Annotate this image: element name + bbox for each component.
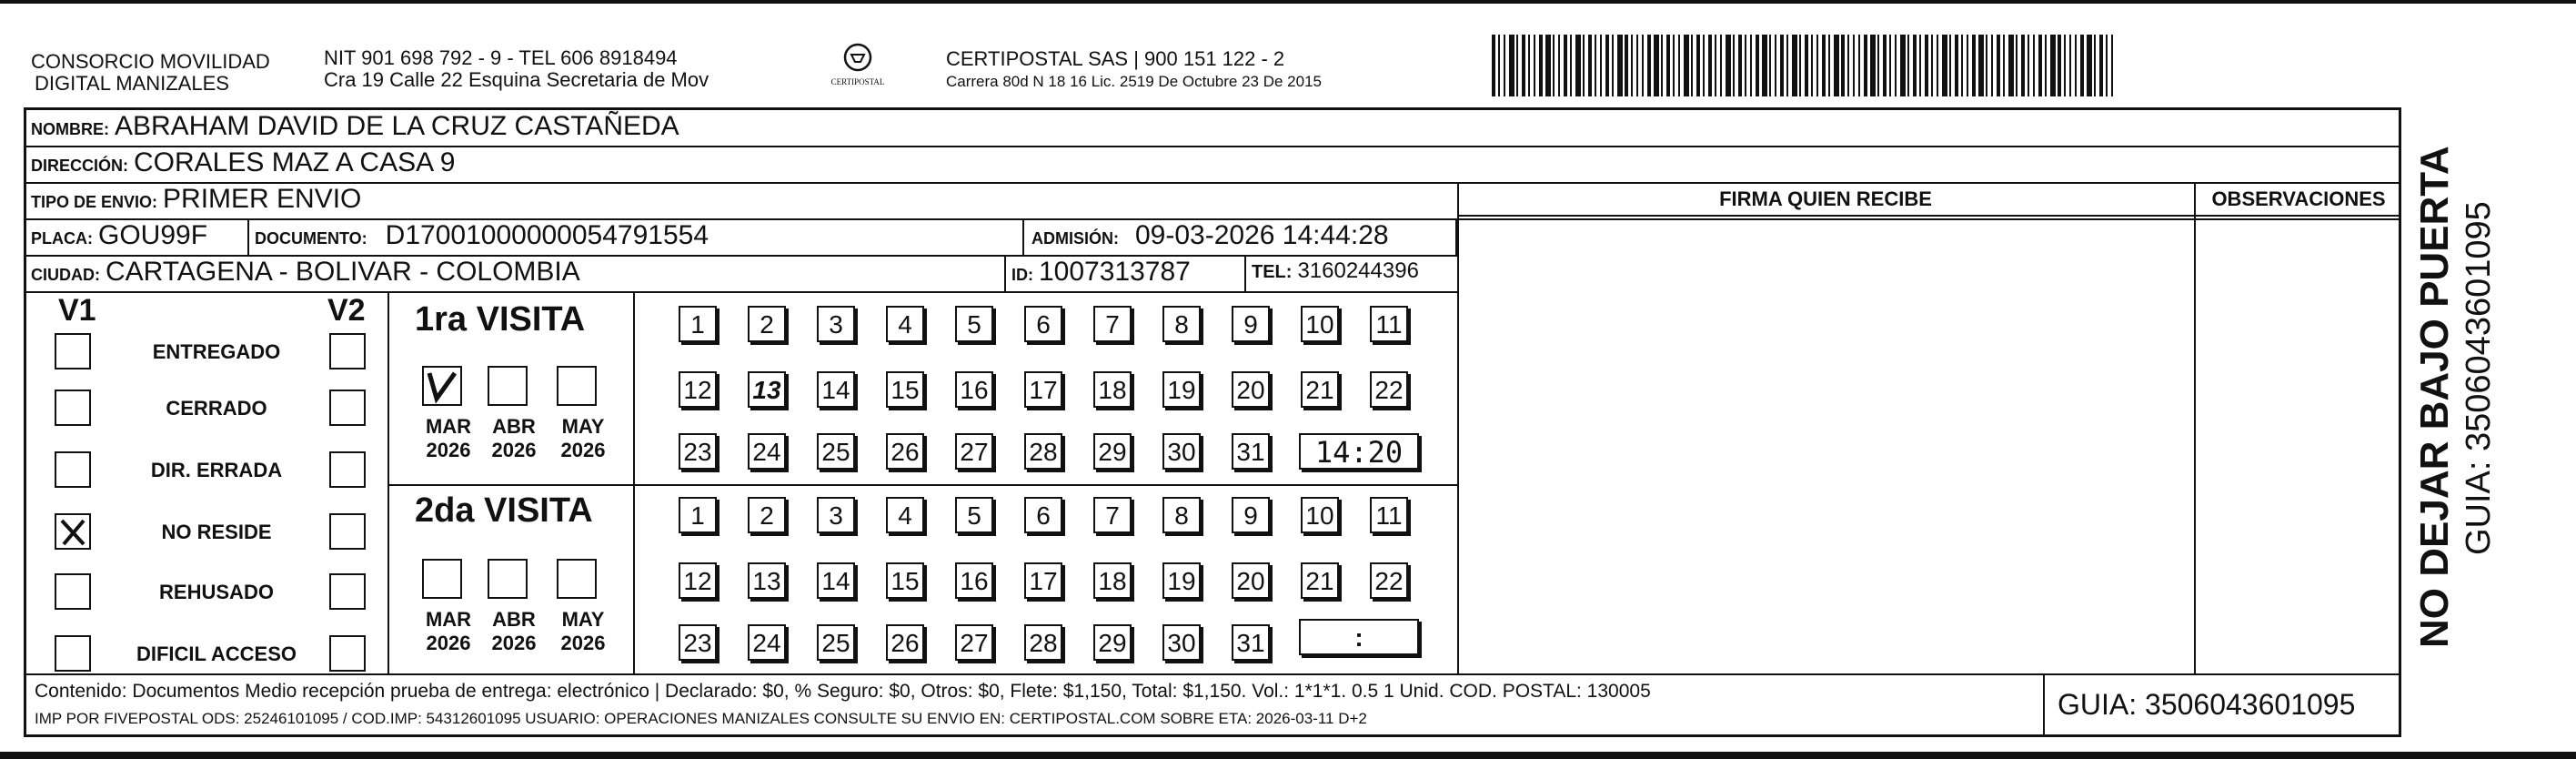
barcode-bar xyxy=(1631,35,1633,96)
barcode-bar xyxy=(1961,35,1963,96)
barcode-bar xyxy=(1691,35,1693,96)
barcode-bar xyxy=(2111,35,2113,96)
status-v1-checkbox[interactable] xyxy=(55,573,91,610)
barcode-bar xyxy=(2087,35,2092,96)
visit1-day-box[interactable]: 4 xyxy=(886,306,924,342)
barcode-bar xyxy=(2058,35,2061,96)
visit2-day-box[interactable]: 20 xyxy=(1232,562,1270,599)
barcode-bar xyxy=(1853,35,1855,96)
month-year: 2026 xyxy=(560,632,606,654)
barcode-bar xyxy=(1895,35,1897,96)
visit1-day-box[interactable]: 17 xyxy=(1024,371,1062,408)
barcode-bar xyxy=(1666,35,1670,96)
name-field xyxy=(31,111,679,142)
barcode-bar xyxy=(2016,35,2018,96)
barcode-bar xyxy=(1738,35,1742,96)
barcode-bar xyxy=(1889,35,1891,96)
visit1-month-checkbox[interactable] xyxy=(557,366,597,406)
visit1-day-box[interactable]: 22 xyxy=(1370,371,1408,408)
visit2-day-box[interactable]: 29 xyxy=(1093,624,1132,661)
visit1-day-box[interactable]: 13 xyxy=(748,371,786,408)
visit2-day-box[interactable]: 4 xyxy=(886,497,924,533)
visit1-day-box[interactable]: 5 xyxy=(955,306,993,342)
barcode-bar xyxy=(1575,35,1581,96)
visit1-day-box[interactable]: 20 xyxy=(1232,371,1270,408)
visit1-day-box[interactable]: 18 xyxy=(1093,371,1132,408)
barcode-bar xyxy=(1769,35,1771,96)
barcode-bar xyxy=(1733,35,1735,96)
plate-field xyxy=(31,220,207,251)
barcode-bar xyxy=(1617,35,1623,96)
visit2-time-box[interactable] xyxy=(1299,619,1419,655)
barcode-bar xyxy=(2045,35,2047,96)
visit2-month-checkbox[interactable] xyxy=(422,559,462,599)
barcode-bar xyxy=(1750,35,1752,96)
footer-guia: GUIA: 3506043601095 xyxy=(2058,688,2356,721)
visit2-day-box[interactable]: 27 xyxy=(955,624,993,661)
barcode-bar xyxy=(1564,35,1567,96)
visit1-day-box[interactable]: 7 xyxy=(1093,306,1132,342)
city-field xyxy=(31,257,580,288)
visit2-title: 2da VISITA xyxy=(415,491,593,530)
barcode-bar xyxy=(1726,35,1731,96)
status-label: CERRADO xyxy=(166,397,267,420)
status-label: REHUSADO xyxy=(159,581,274,603)
tel-label: TEL: xyxy=(1252,262,1293,282)
visit2-day-box[interactable]: 13 xyxy=(748,562,786,599)
barcode-bar xyxy=(1841,35,1845,96)
barcode-bar xyxy=(2003,35,2005,96)
company-name xyxy=(31,51,270,95)
nit-line-2: Cra 19 Calle 22 Esquina Secretaria de Mov xyxy=(324,68,709,91)
visit1-day-box[interactable]: 9 xyxy=(1232,306,1270,342)
visit2-day-box[interactable]: 25 xyxy=(817,624,855,661)
barcode-bar xyxy=(2080,35,2084,96)
barcode-bar xyxy=(1558,35,1560,96)
observations-area[interactable] xyxy=(2196,217,2400,672)
barcode-bar xyxy=(1539,35,1543,96)
carrier-info xyxy=(946,47,1322,91)
barcode-bar xyxy=(1708,35,1712,96)
barcode-bar xyxy=(1492,35,1495,96)
barcode-bar xyxy=(1877,35,1879,96)
barcode-bar xyxy=(1762,35,1767,96)
visit2-day-box[interactable]: 10 xyxy=(1301,497,1339,533)
barcode-bar xyxy=(2099,35,2103,96)
month-name: MAY xyxy=(561,415,605,438)
barcode-bar xyxy=(1612,35,1614,96)
barcode-bar xyxy=(1937,35,1938,96)
month-name: MAR xyxy=(425,415,472,438)
status-label: DIFICIL ACCESO xyxy=(136,643,297,665)
barcode-bar xyxy=(1600,35,1602,96)
barcode-bar xyxy=(1654,35,1659,96)
visit-divider xyxy=(633,291,635,673)
barcode-bar xyxy=(1720,35,1722,96)
id-label: ID: xyxy=(1011,266,1033,284)
visit2-day-box[interactable]: 7 xyxy=(1093,497,1132,533)
id-field xyxy=(1011,257,1191,288)
admission-value: 09-03-2026 14:44:28 xyxy=(1135,220,1389,250)
visit2-day-box[interactable]: 3 xyxy=(817,497,855,533)
status-label: DIR. ERRADA xyxy=(150,459,283,481)
status-label: ENTREGADO xyxy=(152,340,281,363)
visit1-day-box[interactable]: 28 xyxy=(1024,433,1062,470)
barcode-bar xyxy=(1661,35,1663,96)
v1-label: V1 xyxy=(58,293,96,328)
visit2-day-box[interactable]: 28 xyxy=(1024,624,1062,661)
top-edge-border xyxy=(0,0,2576,4)
barcode-bar xyxy=(1913,35,1917,96)
carrier-line-2: Carrera 80d N 18 16 Lic. 2519 De Octubre 23 De 2015 xyxy=(946,73,1322,90)
visit2-month-checkbox[interactable] xyxy=(557,559,597,599)
visit2-day-box[interactable]: 30 xyxy=(1162,624,1201,661)
company-line-1: CONSORCIO MOVILIDAD xyxy=(31,50,270,73)
check-mark-icon xyxy=(424,368,460,404)
barcode-bar xyxy=(1967,35,1968,96)
cell-divider xyxy=(1004,255,1006,291)
certipostal-logo-text: CERTIPOSTAL xyxy=(830,77,885,86)
barcode-bar xyxy=(1509,35,1514,96)
city-value: CARTAGENA - BOLIVAR - COLOMBIA xyxy=(106,257,580,287)
status-v1-checkbox[interactable] xyxy=(55,513,91,550)
visit2-day-box[interactable]: 6 xyxy=(1024,497,1062,533)
visit2-day-box[interactable]: 2 xyxy=(748,497,786,533)
status-v1-checkbox[interactable] xyxy=(55,333,91,369)
barcode-bar xyxy=(1799,35,1801,96)
month-name: ABR xyxy=(492,608,536,631)
address-label: DIRECCIÓN: xyxy=(31,157,128,175)
month-name: MAR xyxy=(425,608,472,631)
barcode-bar xyxy=(1942,35,1947,96)
visit1-day-box[interactable]: 27 xyxy=(955,433,993,470)
shipment-type-field xyxy=(31,184,361,215)
visit2-day-box[interactable]: 22 xyxy=(1370,562,1408,599)
barcode-bar xyxy=(1673,35,1675,96)
city-label: CIUDAD: xyxy=(31,266,100,284)
status-v2-checkbox[interactable] xyxy=(329,451,366,488)
barcode-bar xyxy=(1588,35,1592,96)
visit2-day-box[interactable]: 14 xyxy=(817,562,855,599)
visit2-day-box[interactable]: 24 xyxy=(748,624,786,661)
barcode-bar xyxy=(1870,35,1876,96)
certipostal-logo-icon xyxy=(842,42,873,73)
barcode-bar xyxy=(1642,35,1644,96)
status-v2-checkbox[interactable] xyxy=(329,390,366,426)
shipment-type-label: TIPO DE ENVIO: xyxy=(31,193,158,211)
carrier-line-1: CERTIPOSTAL SAS | 900 151 122 - 2 xyxy=(946,47,1285,70)
visit1-time-box[interactable] xyxy=(1299,433,1419,470)
visit1-month-label xyxy=(551,415,615,462)
visit1-day-box[interactable]: 24 xyxy=(748,433,786,470)
sidebar-notice: NO DEJAR BAJO PUERTA xyxy=(2412,146,2457,648)
barcode-bar xyxy=(1858,35,1860,96)
tel-field xyxy=(1252,258,1419,284)
visit1-day-box[interactable]: 8 xyxy=(1162,306,1201,342)
document-field xyxy=(255,220,709,251)
barcode-bar xyxy=(2033,35,2035,96)
visit1-month-checkbox[interactable] xyxy=(422,366,462,406)
visit2-month-label xyxy=(417,608,480,655)
visit2-day-box[interactable]: 9 xyxy=(1232,497,1270,533)
barcode-bar xyxy=(2050,35,2056,96)
footer-content-line: Contenido: Documentos Medio recepción prueba de entrega: electrónico | Declarado: $0, % Seguro: $0, Otros: $0, Flete: $1,150, Total: $1,150. Vol.: 1*1*1. 0.5 1 Unid. COD. POSTAL: 130005 xyxy=(35,681,1651,702)
barcode-bar xyxy=(1583,35,1585,96)
barcode-bar xyxy=(1991,35,1993,96)
footer-print-line: IMP POR FIVEPOSTAL ODS: 25246101095 / COD.IMP: 54312601095 USUARIO: OPERACIONES MANIZALES CONSULTE SU ENVIO EN: CERTIPOSTAL.COM SOBRE ETA: 2026-03-11 D+2 xyxy=(35,710,1367,727)
visit2-day-box[interactable]: 23 xyxy=(679,624,717,661)
barcode-bar xyxy=(1978,35,1984,96)
barcode-bar xyxy=(1931,35,1933,96)
barcode-bar xyxy=(2008,35,2014,96)
document-label: DOCUMENTO: xyxy=(255,229,367,248)
row-divider xyxy=(24,182,2401,184)
tracking-barcode xyxy=(1492,35,2183,96)
visit2-day-box[interactable]: 16 xyxy=(955,562,993,599)
visit1-day-box[interactable]: 2 xyxy=(748,306,786,342)
barcode-bar xyxy=(2106,35,2108,96)
visit1-month-checkbox[interactable] xyxy=(488,366,528,406)
plate-value: GOU99F xyxy=(98,220,208,250)
company-line-2: DIGITAL MANIZALES xyxy=(35,72,229,95)
barcode-bar xyxy=(1900,35,1906,96)
barcode-bar xyxy=(1847,35,1849,96)
visit1-month-label xyxy=(417,415,480,462)
visit1-day-box[interactable]: 6 xyxy=(1024,306,1062,342)
barcode-bar xyxy=(1522,35,1525,96)
signature-header: FIRMA QUIEN RECIBE xyxy=(1719,187,1932,210)
visit2-day-box[interactable]: 31 xyxy=(1232,624,1270,661)
barcode-bar xyxy=(1745,35,1746,96)
visit1-day-box[interactable]: 11 xyxy=(1370,306,1408,342)
barcode-bar xyxy=(1780,35,1784,96)
visit1-time-value: 14:20 xyxy=(1314,435,1404,470)
month-year: 2026 xyxy=(491,632,537,654)
check-x-icon xyxy=(56,515,89,548)
barcode-bar xyxy=(1955,35,1958,96)
name-value: ABRAHAM DAVID DE LA CRUZ CASTAÑEDA xyxy=(115,111,679,141)
barcode-bar xyxy=(1972,35,1976,96)
barcode-bar xyxy=(1756,35,1759,96)
barcode-bar xyxy=(1516,35,1518,96)
barcode-bar xyxy=(1986,35,1987,96)
barcode-bar xyxy=(1684,35,1689,96)
visit2-day-box[interactable]: 5 xyxy=(955,497,993,533)
address-field xyxy=(31,147,455,178)
signature-area[interactable] xyxy=(1459,217,2192,672)
visit1-day-box[interactable]: 31 xyxy=(1232,433,1270,470)
company-nit xyxy=(324,47,709,91)
month-name: MAY xyxy=(561,608,605,631)
status-v2-checkbox[interactable] xyxy=(329,333,366,369)
month-year: 2026 xyxy=(426,632,471,654)
visit2-day-box[interactable]: 1 xyxy=(679,497,717,533)
status-v1-checkbox[interactable] xyxy=(55,635,91,672)
visit1-title: 1ra VISITA xyxy=(415,300,586,339)
barcode-bar xyxy=(1605,35,1609,96)
visit1-day-box[interactable]: 26 xyxy=(886,433,924,470)
visit1-day-box[interactable]: 30 xyxy=(1162,433,1201,470)
month-year: 2026 xyxy=(491,439,537,461)
visit1-day-box[interactable]: 14 xyxy=(817,371,855,408)
barcode-bar xyxy=(1775,35,1776,96)
document-value: D17001000000054791554 xyxy=(385,220,709,250)
footer-guia-divider xyxy=(2043,673,2045,737)
certipostal-logo xyxy=(826,42,890,102)
barcode-bar xyxy=(1703,35,1705,96)
visit2-time-value: : xyxy=(1354,623,1363,652)
barcode-bar xyxy=(2069,35,2071,96)
visit1-day-box[interactable]: 16 xyxy=(955,371,993,408)
visit-row-divider xyxy=(387,484,1457,486)
barcode-bar xyxy=(1678,35,1680,96)
barcode-bar xyxy=(1919,35,1921,96)
visit2-day-box[interactable]: 21 xyxy=(1301,562,1339,599)
barcode-bar xyxy=(1504,35,1505,96)
visit2-day-box[interactable]: 17 xyxy=(1024,562,1062,599)
status-v1-checkbox[interactable] xyxy=(55,451,91,488)
visit1-day-box[interactable]: 25 xyxy=(817,433,855,470)
id-value: 1007313787 xyxy=(1039,257,1191,287)
visit2-day-box[interactable]: 18 xyxy=(1093,562,1132,599)
barcode-bar xyxy=(1822,35,1826,96)
barcode-bar xyxy=(1528,35,1530,96)
barcode-bar xyxy=(1805,35,1808,96)
visit2-day-box[interactable]: 8 xyxy=(1162,497,1201,533)
tel-value: 3160244396 xyxy=(1297,258,1419,283)
plate-label: PLACA: xyxy=(31,229,93,248)
visit2-month-checkbox[interactable] xyxy=(488,559,528,599)
visit1-day-box[interactable]: 12 xyxy=(679,371,717,408)
visit2-day-box[interactable]: 26 xyxy=(886,624,924,661)
barcode-bar xyxy=(1715,35,1716,96)
admission-field xyxy=(1031,220,1389,251)
barcode-bar xyxy=(1786,35,1788,96)
status-v2-checkbox[interactable] xyxy=(329,573,366,610)
cell-divider xyxy=(247,218,249,255)
visit1-day-box[interactable]: 10 xyxy=(1301,306,1339,342)
nit-line-1: NIT 901 698 792 - 9 - TEL 606 8918494 xyxy=(324,46,678,69)
barcode-bar xyxy=(1545,35,1551,96)
visit2-day-box[interactable]: 19 xyxy=(1162,562,1201,599)
visit2-day-box[interactable]: 15 xyxy=(886,562,924,599)
barcode-bar xyxy=(1636,35,1638,96)
shipment-type-value: PRIMER ENVIO xyxy=(163,184,362,214)
visit1-day-box[interactable]: 29 xyxy=(1093,433,1132,470)
month-year: 2026 xyxy=(560,439,606,461)
observations-header: OBSERVACIONES xyxy=(2211,187,2386,210)
status-v2-checkbox[interactable] xyxy=(329,635,366,672)
barcode-bar xyxy=(1534,35,1535,96)
status-divider xyxy=(387,291,389,673)
barcode-bar xyxy=(2028,35,2029,96)
cell-divider xyxy=(1244,255,1246,291)
status-v1-checkbox[interactable] xyxy=(55,390,91,426)
barcode-bar xyxy=(1792,35,1797,96)
status-v2-checkbox[interactable] xyxy=(329,513,366,550)
visit1-day-box[interactable]: 19 xyxy=(1162,371,1201,408)
barcode-bar xyxy=(1864,35,1867,96)
barcode-bar xyxy=(1925,35,1928,96)
barcode-bar xyxy=(2094,35,2096,96)
visit1-day-box[interactable]: 3 xyxy=(817,306,855,342)
barcode-bar xyxy=(1949,35,1951,96)
month-year: 2026 xyxy=(426,439,471,461)
barcode-bar xyxy=(1696,35,1700,96)
visit2-month-label xyxy=(551,608,615,655)
bottom-edge-border xyxy=(0,752,2576,759)
barcode-bar xyxy=(1883,35,1887,96)
barcode-bar xyxy=(1625,35,1628,96)
v2-label: V2 xyxy=(327,293,366,328)
barcode-bar xyxy=(2021,35,2025,96)
barcode-bar xyxy=(1595,35,1596,96)
visit2-month-label xyxy=(482,608,546,655)
address-value: CORALES MAZ A CASA 9 xyxy=(134,147,456,177)
barcode-bar xyxy=(1647,35,1651,96)
barcode-bar xyxy=(1811,35,1813,96)
sidebar-guia: GUIA: 3506043601095 xyxy=(2460,201,2498,555)
barcode-bar xyxy=(1816,35,1818,96)
barcode-bar xyxy=(1997,35,2000,96)
admission-label: ADMISIÓN: xyxy=(1031,229,1119,248)
visit1-day-box[interactable]: 15 xyxy=(886,371,924,408)
barcode-bar xyxy=(1498,35,1500,96)
visit2-day-box[interactable]: 12 xyxy=(679,562,717,599)
barcode-bar xyxy=(2075,35,2077,96)
status-label: NO RESIDE xyxy=(161,521,272,543)
barcode-bar xyxy=(1553,35,1555,96)
visit1-month-label xyxy=(482,415,546,462)
barcode-bar xyxy=(1828,35,1830,96)
barcode-bar xyxy=(1834,35,1839,96)
barcode-bar xyxy=(1570,35,1572,96)
month-name: ABR xyxy=(492,415,536,438)
barcode-bar xyxy=(2038,35,2042,96)
name-label: NOMBRE: xyxy=(31,120,109,138)
visit2-day-box[interactable]: 11 xyxy=(1370,497,1408,533)
visit1-day-box[interactable]: 1 xyxy=(679,306,717,342)
barcode-bar xyxy=(2064,35,2066,96)
visit1-day-box[interactable]: 21 xyxy=(1301,371,1339,408)
row-divider xyxy=(24,291,1457,293)
visit1-day-box[interactable]: 23 xyxy=(679,433,717,470)
barcode-bar xyxy=(1907,35,1909,96)
